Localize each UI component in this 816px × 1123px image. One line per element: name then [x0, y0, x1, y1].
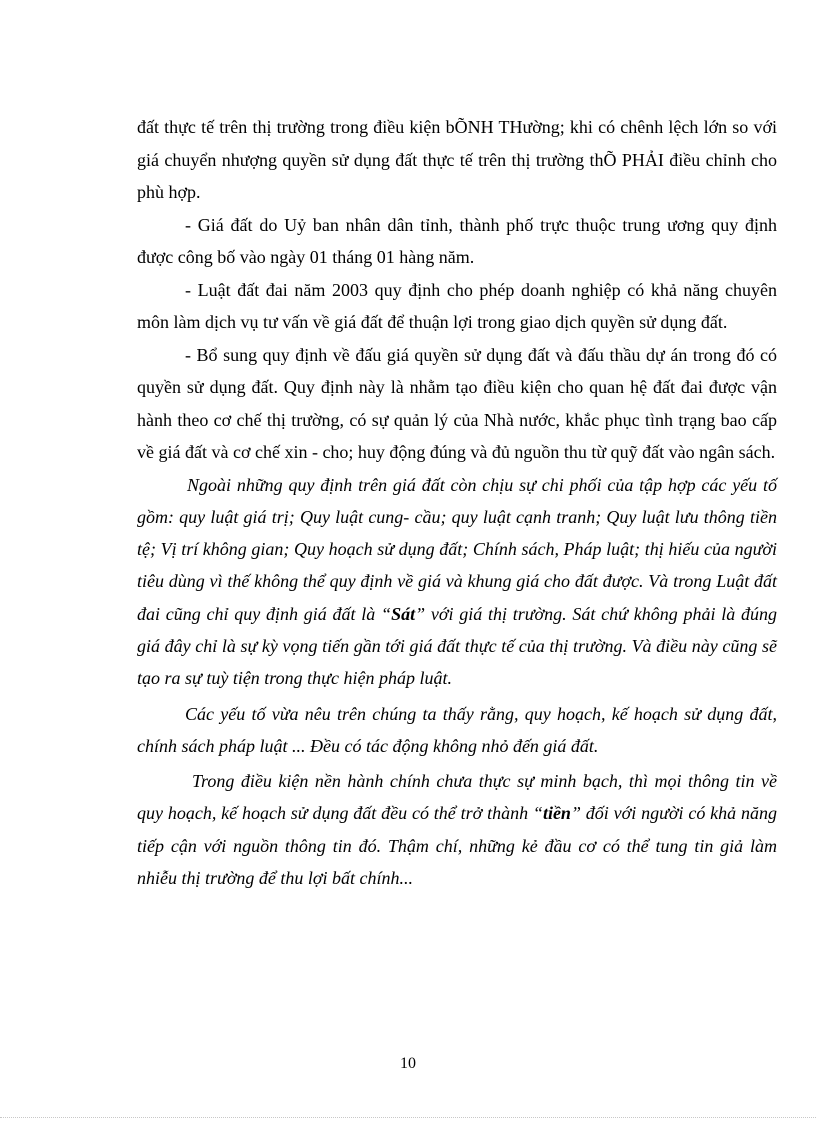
- text-segment: ” với giá thị trường. Sát chứ không phải là đúng giá đây chỉ là sự kỳ vọng tiến gần tới giá đất thực tế của thị trường. Và điều này cũng sẽ tạo ra sự tuỳ tiện trong thực hiện pháp luật.: [137, 603, 778, 689]
- paragraph-price-announcement: - Giá đất do Uỷ ban nhân dân tỉnh, thành phố trực thuộc trung ương quy định được công bố vào ngày 01 tháng 01 hàng năm.: [137, 214, 777, 267]
- text-segment: Ngoài những quy định trên giá đất còn chịu sự chi phối của tập hợp các yếu tố gồm: quy luật giá trị; Quy luật cung- cầu; quy luật cạnh tranh; Quy luật lưu thông tiền tệ; Vị trí không gian; Quy hoạch sử dụng đất; Chính sách, Pháp luật; thị hiếu của người tiêu dùng vì thế không thể quy định về giá và khung giá cho đất được. Và trong Luật đất đai cũng chỉ quy định giá đất là “: [137, 474, 777, 624]
- page-bottom-divider: [0, 1117, 816, 1118]
- paragraph-transparency: [137, 765, 777, 894]
- text-segment: ” đối với người có khả năng tiếp cận với nguồn thông tin đó. Thậm chí, những kẻ đầu cơ có thể tung tin giả làm nhiễu thị trường để thu lợi bất chính...: [137, 803, 777, 889]
- paragraph-auction-supplement: - Bổ sung quy định về đấu giá quyền sử dụng đất và đấu thầu dự án trong đó có quyền sử dụng đất. Quy định này là nhằm tạo điều kiện cho quan hệ đất đai được vận hành theo cơ chế thị trường, có sự quản lý của Nhà nước, khắc phục tình trạng bao cấp về giá đất và cơ chế xin - cho; huy động đúng và đủ nguồn thu từ quỹ đất vào ngân sách.: [137, 344, 777, 462]
- bold-term-tien: tiền: [542, 803, 571, 824]
- page-body: [137, 111, 777, 894]
- paragraph-continuation: đất thực tế trên thị trường trong điều kiện bÕNH THường; khi có chênh lệch lớn so với giá chuyển nhượng quyền sử dụng đất thực tế trên thị trường thÕ PHẢI điều chỉnh cho phù hợp.: [137, 117, 777, 202]
- paragraph-factors-summary: Các yếu tố vừa nêu trên chúng ta thấy rằng, quy hoạch, kế hoạch sử dụng đất, chính sách pháp luật ... Đều có tác động không nhỏ đến giá đất.: [137, 703, 777, 756]
- text-segment: Trong điều kiện nền hành chính chưa thực sự minh bạch, thì mọi thông tin về quy hoạch, kế hoạch sử dụng đất đều có thể trở thành “: [137, 771, 777, 824]
- bold-term-sat: Sát: [391, 603, 416, 624]
- paragraph-price-factors: [137, 469, 777, 695]
- page-number: 10: [400, 1055, 416, 1072]
- paragraph-land-law-2003: - Luật đất đai năm 2003 quy định cho phép doanh nghiệp có khả năng chuyên môn làm dịch vụ tư vấn về giá đất để thuận lợi trong giao dịch quyền sử dụng đất.: [137, 279, 777, 332]
